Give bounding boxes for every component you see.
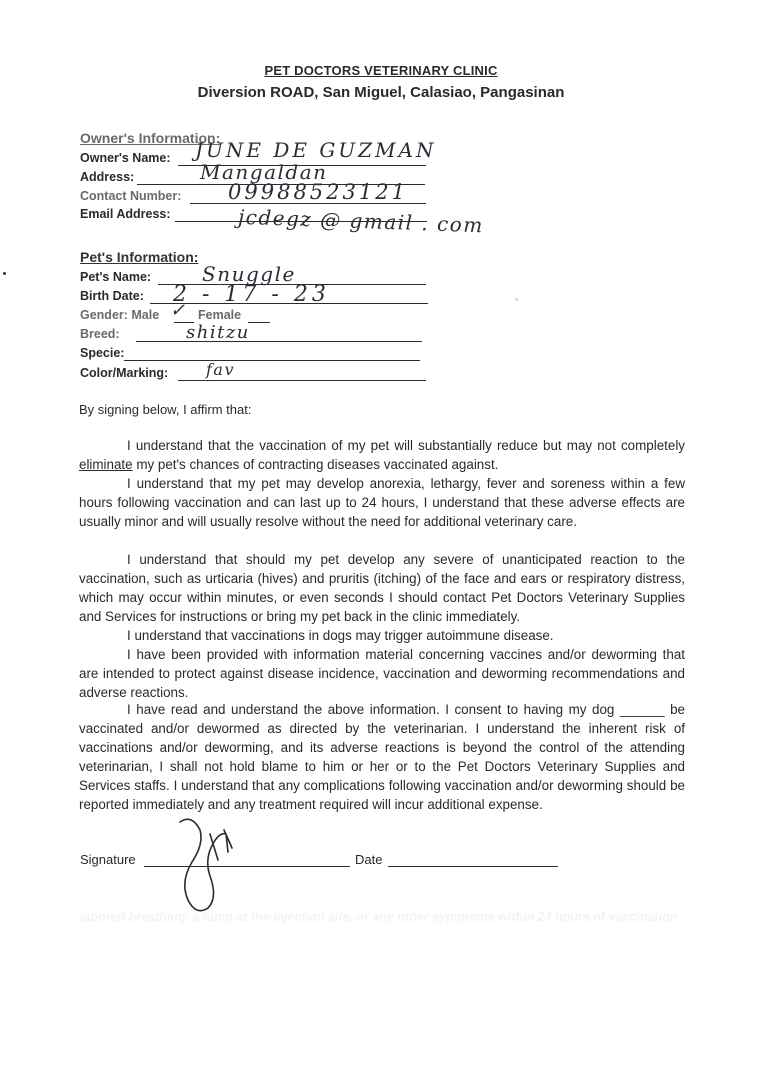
owner-section-title: Owner's Information: — [80, 130, 221, 146]
specie-line[interactable] — [124, 360, 420, 361]
clinic-address: Diversion ROAD, San Miguel, Calasiao, Pangasinan — [197, 84, 565, 101]
affirm-intro: By signing below, I affirm that: — [79, 402, 252, 417]
pet-section-title: Pet's Information: — [80, 249, 199, 265]
affirm-p1-underlined: eliminate — [79, 457, 133, 472]
owner-name-field[interactable]: JUNE DE GUZMAN — [195, 138, 437, 162]
affirm-paragraph-2 — [79, 474, 685, 531]
signature-scribble — [170, 812, 240, 922]
affirm-p5-text: I have been provided with information material concerning vaccines and/or deworming that are intended to protect against disease incidence, vaccination and deworming recommendations and adverse reactions. — [79, 647, 685, 700]
pet-name-field[interactable]: Snuggle — [202, 262, 296, 286]
owner-address-label: Address: — [80, 170, 135, 184]
date-line[interactable] — [388, 866, 558, 867]
affirm-p2-text: I understand that my pet may develop anorexia, lethargy, fever and soreness within a few hours following vaccination and can last up to 24 hours, I understand that these adverse effects are usually minor and will usually resolve without the need for additional veterinary care. — [79, 476, 685, 529]
clinic-name: PET DOCTORS VETERINARY CLINIC — [264, 63, 498, 78]
date-label: Date — [355, 852, 383, 867]
affirm-p6-text: I have read and understand the above information. I consent to having my dog ______ be vaccinated and/or dewormed as directed by the veterinarian. I understand the inherent risk of vaccinations and/or deworming, and its adverse reactions is beyond the control of the attending veterinarian, I shall not hold blame to him or her or to the Pet Doctors Veterinary Supplies and Services staffs. I understand that any complications following vaccination and/or deworming should be reported immediately and any treatment required will incur additional expense. — [79, 702, 685, 812]
affirm-paragraph-1 — [79, 436, 685, 474]
owner-email-label: Email Address: — [80, 207, 171, 221]
owner-address-field[interactable]: Mangaldan — [200, 160, 328, 184]
pet-name-label: Pet's Name: — [80, 270, 152, 284]
affirm-p1-text: I understand that the vaccination of my pet will substantially reduce but may not completely — [127, 438, 685, 453]
owner-name-label: Owner's Name: — [80, 151, 171, 165]
specie-label: Specie: — [80, 346, 125, 360]
owner-contact-field[interactable]: 09988523121 — [228, 180, 408, 204]
scan-speck — [3, 272, 6, 275]
breed-line — [136, 341, 422, 342]
breed-field[interactable]: shitzu — [186, 322, 250, 343]
affirm-p3-text: I understand that should my pet develop any severe of unanticipated reaction to the vaccination, such as urticaria (hives) and pruritis (itching) of the face and ears or respiratory distress, which may occur within minutes, or even seconds I should contact Pet Doctors Veterinary Supplies and Services for instructions or bring my pet back in the clinic immediately. — [79, 552, 685, 624]
gender-female-label: Female — [198, 308, 242, 322]
affirm-paragraph-3 — [79, 550, 685, 626]
signature-label: Signature — [80, 852, 136, 867]
birth-date-field[interactable]: 2 - 17 - 23 — [173, 282, 330, 307]
affirm-p1-end: my pet's chances of contracting diseases vaccinated against. — [132, 457, 499, 472]
owner-email-field[interactable]: jcdegz @ gmail . com — [237, 204, 485, 238]
gender-female-line[interactable] — [248, 322, 270, 323]
affirm-paragraph-5 — [79, 645, 685, 702]
gender-label: Gender: Male — [80, 308, 160, 322]
affirm-paragraph-6 — [79, 700, 685, 814]
affirm-p4-text: I understand that vaccinations in dogs may trigger autoimmune disease. — [127, 628, 554, 643]
color-marking-field[interactable]: fav — [206, 360, 235, 379]
gender-male-checkmark[interactable]: ✓ — [170, 300, 187, 321]
faded-footer-note: labored breathing, a lump at the injection site, or any other symptoms within 24 hours of vaccination — [80, 910, 678, 924]
breed-label: Breed: — [80, 327, 120, 341]
scan-speck — [515, 298, 518, 301]
affirm-paragraph-4 — [79, 626, 685, 645]
color-marking-label: Color/Marking: — [80, 366, 169, 380]
color-marking-line — [178, 380, 426, 381]
owner-contact-label: Contact Number: — [80, 189, 182, 203]
birth-date-label: Birth Date: — [80, 289, 144, 303]
